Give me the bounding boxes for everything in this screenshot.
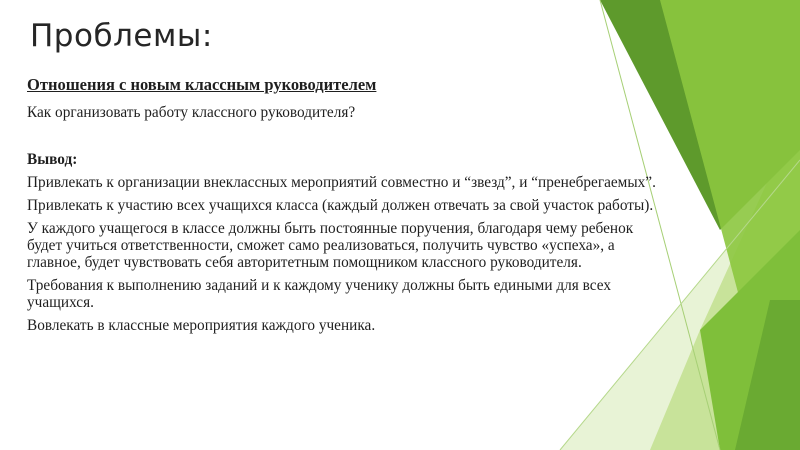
paragraph: У каждого учащегося в классе должны быть постоянные поручения, благодаря чему ребенок будет учиться ответственности, сможет само реализоваться, получить чувство «успеха», а главное, будет чувствовать себя авторитетным помощником классного руководителя. [27, 220, 634, 271]
paragraph: Привлекать к организации внеклассных мероприятий совместно и “звезд”, и “пренебрегаемых”. [27, 174, 656, 191]
slide-title: Проблемы: [30, 18, 213, 54]
paragraph: Вовлекать в классные мероприятия каждого ученика. [27, 317, 376, 334]
paragraph: Привлекать к участию всех учащихся класса (каждый должен отвечать за свой участок работы). [27, 197, 654, 214]
content-body [27, 76, 667, 340]
question-text: Как организовать работу классного руководителя? [27, 104, 356, 121]
subheading: Отношения с новым классным руководителем [27, 75, 377, 94]
paragraph: Требования к выполнению заданий и к каждому ученику должны быть едиными для всех учащихся. [27, 277, 611, 311]
conclusion-label: Вывод: [27, 151, 78, 168]
